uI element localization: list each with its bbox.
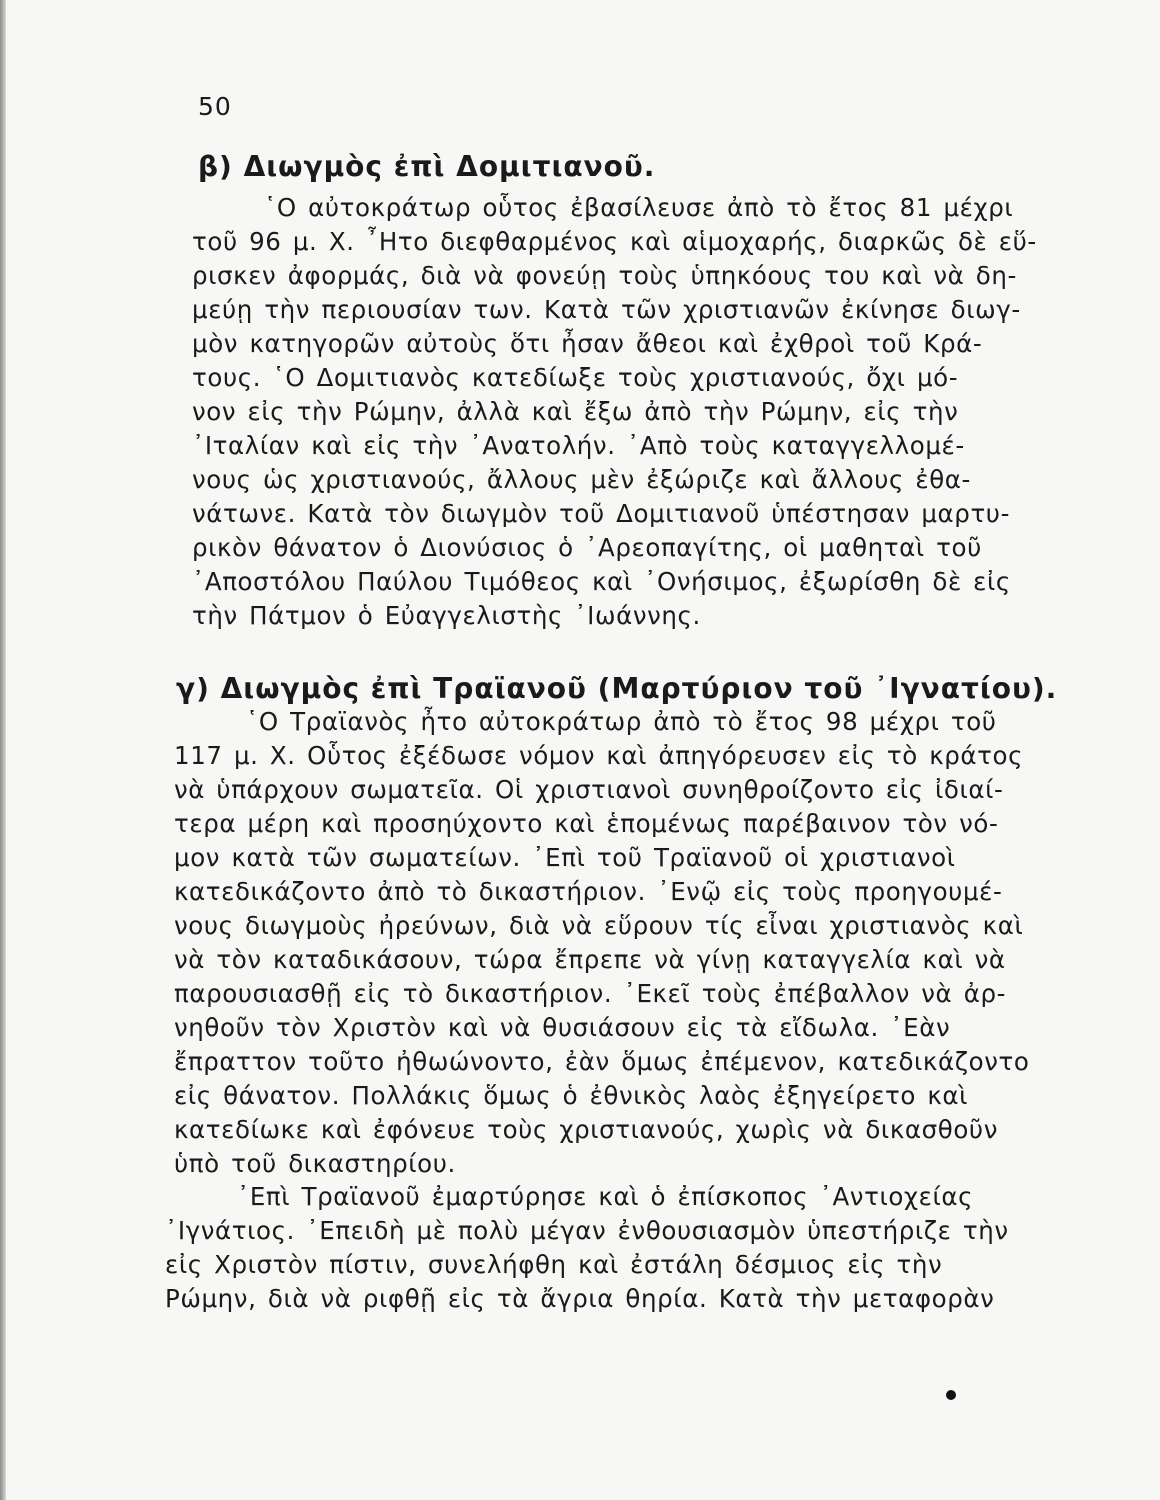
- text-line: ῾Ο Τραϊανὸς ἦτο αὐτοκράτωρ ἀπὸ τὸ ἔτος 98 μέχρι τοῦ: [246, 707, 997, 736]
- text-line: εἰς Χριστὸν πίστιν, συνελήφθη καὶ ἐστάλη δέσμιος εἰς τὴν: [165, 1250, 943, 1279]
- text-line: εἰς θάνατον. Πολλάκις ὅμως ὁ ἐθνικὸς λαὸς ἐξηγείρετο καὶ: [174, 1081, 969, 1110]
- text-line: ᾿Επὶ Τραϊανοῦ ἐμαρτύρησε καὶ ὁ ἐπίσκοπος ᾿Αντιοχείας: [237, 1182, 974, 1211]
- text-line: ᾿Αποστόλου Παύλου Τιμόθεος καὶ ᾿Ονήσιμος, ἐξωρίσθη δὲ εἰς: [192, 567, 1011, 596]
- text-line: νον εἰς τὴν Ρώμην, ἀλλὰ καὶ ἔξω ἀπὸ τὴν Ρώμην, εἰς τὴν: [192, 397, 959, 426]
- text-line: νους διωγμοὺς ἠρεύνων, διὰ νὰ εὕρουν τίς εἶναι χριστιανὸς καὶ: [174, 911, 1024, 940]
- paragraph-domitian: [192, 191, 1122, 633]
- text-line: ρισκεν ἀφορμάς, διὰ νὰ φονεύῃ τοὺς ὑπηκόους του καὶ νὰ δη-: [192, 261, 1017, 290]
- text-line: παρουσιασθῇ εἰς τὸ δικαστήριον. ᾿Εκεῖ τοὺς ἐπέβαλλον νὰ ἀρ-: [174, 979, 1007, 1008]
- text-line: ὑπὸ τοῦ δικαστηρίου.: [174, 1149, 456, 1178]
- text-line: τοῦ 96 μ. Χ. ῏Ητο διεφθαρμένος καὶ αἱμοχαρής, διαρκῶς δὲ εὕ-: [192, 227, 1037, 256]
- ink-speck: [946, 1390, 956, 1400]
- text-line: μον κατὰ τῶν σωματείων. ᾿Επὶ τοῦ Τραϊανοῦ οἱ χριστιανοὶ: [174, 843, 956, 872]
- page-edge-shadow: [0, 0, 6, 1500]
- page-number: 50: [198, 92, 232, 121]
- text-line: νους ὡς χριστιανούς, ἄλλους μὲν ἐξώριζε καὶ ἄλλους ἐθα-: [192, 465, 971, 494]
- section-heading-domitian: β) Διωγμὸς ἐπὶ Δομιτιανοῦ.: [198, 150, 656, 183]
- text-line: τὴν Πάτμον ὁ Εὐαγγελιστὴς ᾿Ιωάννης.: [192, 601, 701, 630]
- section-heading-trajan: γ) Διωγμὸς ἐπὶ Τραϊανοῦ (Μαρτύριον τοῦ ᾿Ιγνατίου).: [176, 672, 1058, 705]
- text-line: ᾿Ιταλίαν καὶ εἰς τὴν ᾿Ανατολήν. ᾿Απὸ τοὺς καταγγελλομέ-: [192, 431, 965, 460]
- text-line: ἔπραττον τοῦτο ἠθωώνοντο, ἐὰν ὅμως ἐπέμενον, κατεδικάζοντο: [174, 1047, 1030, 1076]
- text-line: 117 μ. Χ. Οὗτος ἐξέδωσε νόμον καὶ ἀπηγόρευσεν εἰς τὸ κράτος: [174, 741, 1024, 770]
- text-line: ᾿Ιγνάτιος. ᾿Επειδὴ μὲ πολὺ μέγαν ἐνθουσιασμὸν ὑπεστήριζε τὴν: [165, 1216, 1009, 1245]
- text-line: κατεδικάζοντο ἀπὸ τὸ δικαστήριον. ᾿Ενῷ εἰς τοὺς προηγουμέ-: [174, 877, 1003, 906]
- text-line: τους. ῾Ο Δομιτιανὸς κατεδίωξε τοὺς χριστιανούς, ὄχι μό-: [192, 363, 959, 392]
- text-line: νηθοῦν τὸν Χριστὸν καὶ νὰ θυσιάσουν εἰς τὰ εἴδωλα. ᾿Εὰν: [174, 1013, 951, 1042]
- paragraph-trajan: [174, 705, 1142, 1181]
- text-line: μὸν κατηγορῶν αὐτοὺς ὅτι ἦσαν ἄθεοι καὶ ἐχθροὶ τοῦ Κρά-: [192, 329, 983, 358]
- paragraph-ignatius: [165, 1180, 1135, 1316]
- text-line: Ρώμην, διὰ νὰ ριφθῇ εἰς τὰ ἄγρια θηρία. Κατὰ τὴν μεταφορὰν: [165, 1284, 995, 1313]
- text-line: νὰ τὸν καταδικάσουν, τώρα ἔπρεπε νὰ γίνῃ καταγγελία καὶ νὰ: [174, 945, 1006, 974]
- text-line: ῾Ο αὐτοκράτωρ οὗτος ἐβασίλευσε ἀπὸ τὸ ἔτος 81 μέχρι: [264, 193, 1014, 222]
- text-line: ρικὸν θάνατον ὁ Διονύσιος ὁ ᾿Αρεοπαγίτης, οἱ μαθηταὶ τοῦ: [192, 533, 982, 562]
- text-line: νὰ ὑπάρχουν σωματεῖα. Οἱ χριστιανοὶ συνηθροίζοντο εἰς ἰδιαί-: [174, 775, 1004, 804]
- text-line: μεύῃ τὴν περιουσίαν των. Κατὰ τῶν χριστιανῶν ἐκίνησε διωγ-: [192, 295, 1021, 324]
- text-line: κατεδίωκε καὶ ἐφόνευε τοὺς χριστιανούς, χωρὶς νὰ δικασθοῦν: [174, 1115, 998, 1144]
- text-line: νάτωνε. Κατὰ τὸν διωγμὸν τοῦ Δομιτιανοῦ ὑπέστησαν μαρτυ-: [192, 499, 1011, 528]
- text-line: τερα μέρη καὶ προσηύχοντο καὶ ἑπομένως παρέβαινον τὸν νό-: [174, 809, 999, 838]
